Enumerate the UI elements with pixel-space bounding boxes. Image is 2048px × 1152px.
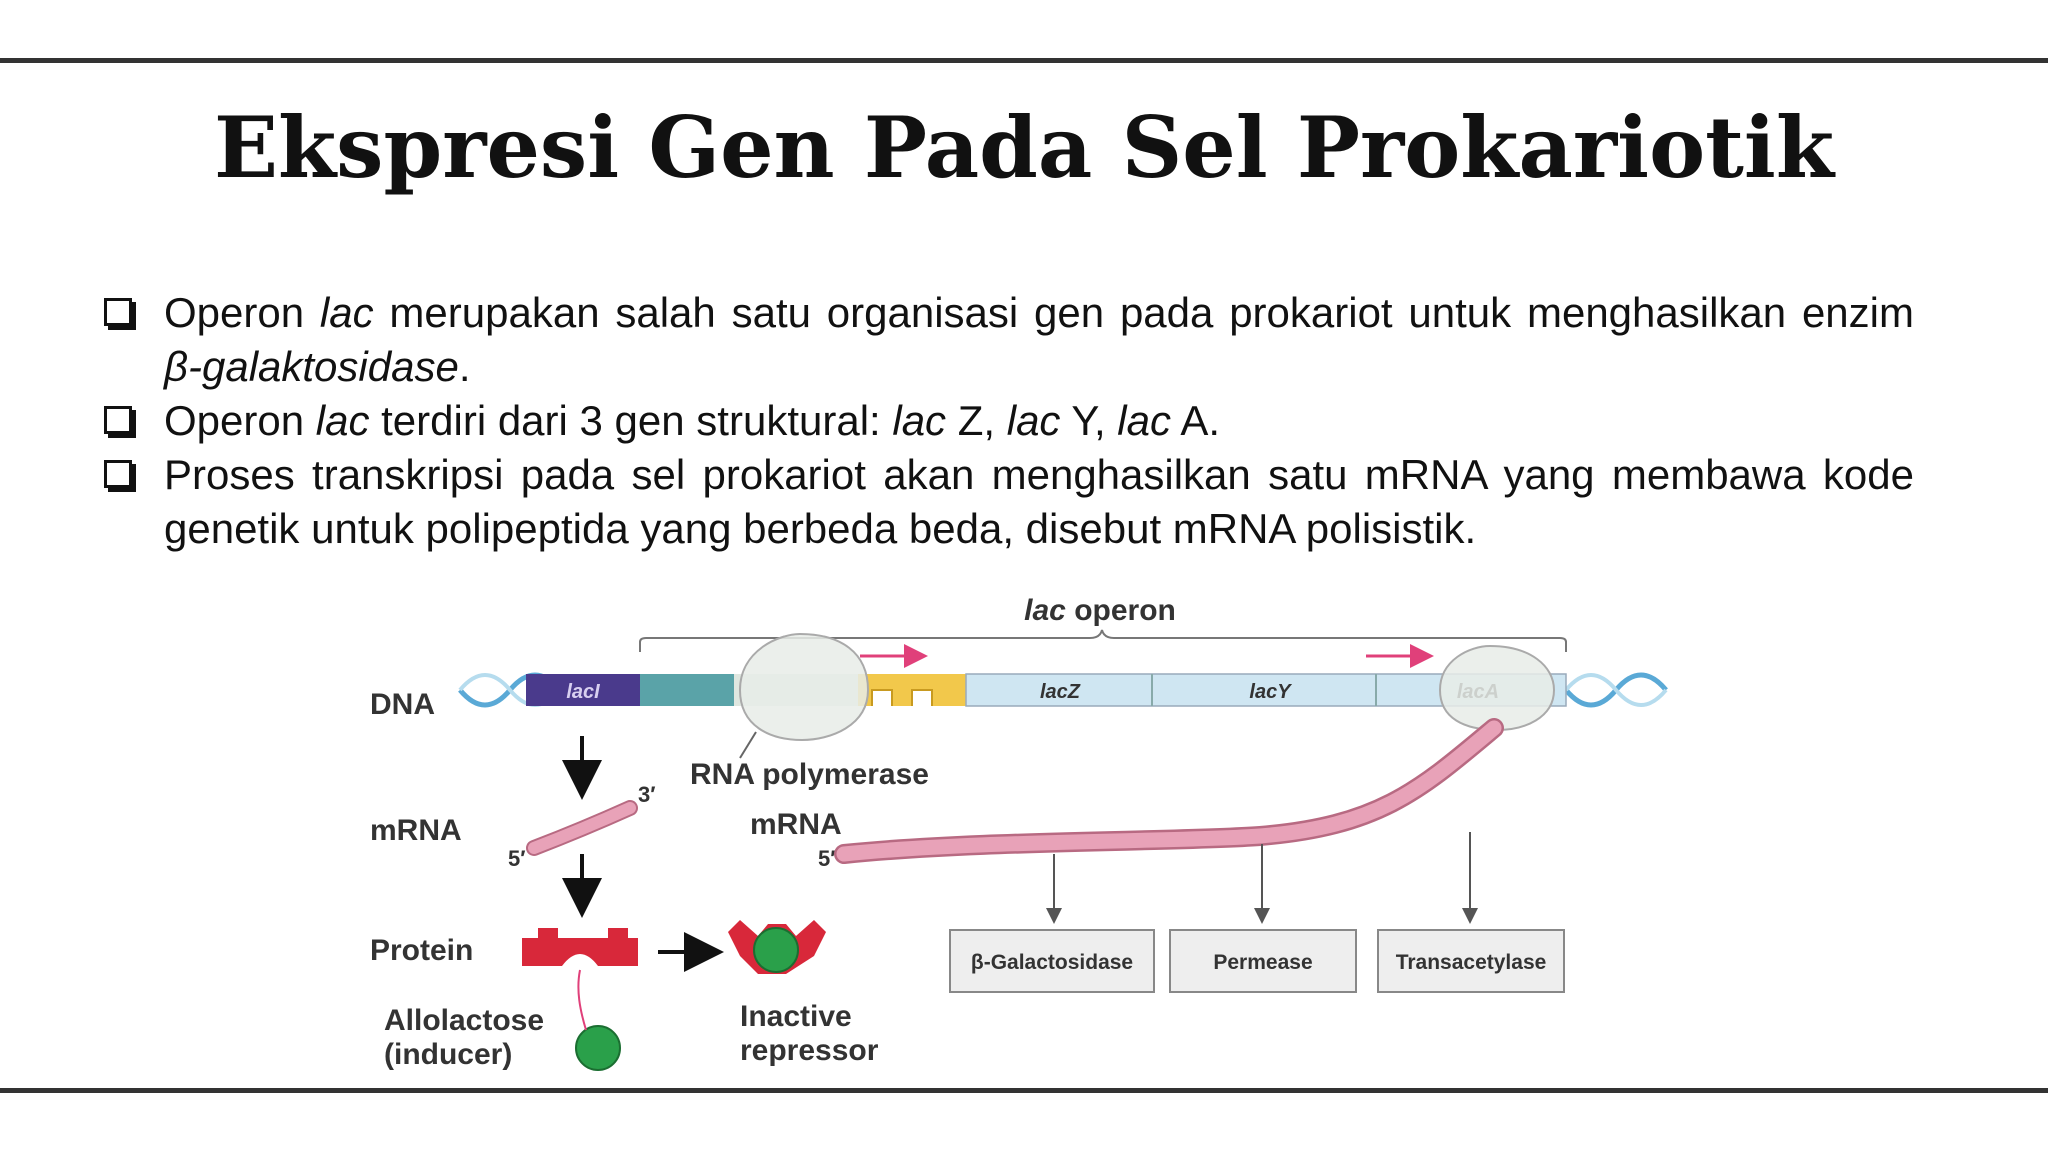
five-prime-label: 5′: [818, 846, 836, 871]
protein-row-label: Protein: [370, 934, 474, 967]
bullet-text: .: [458, 343, 471, 390]
bullet-text: Operon: [164, 397, 316, 444]
repressor-label: repressor: [740, 1034, 879, 1067]
bullet-italic-text: lac: [892, 397, 947, 444]
lacz-label: lacZ: [1039, 681, 1081, 703]
rna-polymerase-label: RNA polymerase: [690, 758, 929, 791]
bullet-text: Operon: [164, 289, 320, 336]
page-title: Ekspresi Gen Pada Sel Prokariotik: [213, 98, 1835, 197]
product-label-permease: Permease: [1213, 951, 1313, 974]
bullet-text: A.: [1171, 397, 1221, 444]
polycistronic-mrna-label: mRNA: [750, 808, 842, 841]
lacy-label: lacY: [1249, 681, 1291, 703]
three-prime-label: 3′: [638, 782, 656, 807]
operon-label: lac operon: [1024, 594, 1176, 627]
bullet-italic-text: lac: [319, 289, 374, 336]
bullet-italic-text: lac: [1006, 397, 1061, 444]
five-prime-label: 5′: [508, 846, 526, 871]
polymerase-pointer: [740, 732, 756, 758]
bullet-item-1: [100, 286, 1914, 394]
bullet-text: Proses transkripsi pada sel prokariot akan menghasilkan satu mRNA yang membawa kode genetik untuk polipeptida yang berbeda beda, disebut mRNA polisistik.: [164, 451, 1914, 552]
lac-operon-diagram: [340, 590, 1720, 1086]
allolactose-label: Allolactose: [384, 1004, 545, 1037]
allolactose-circle: [576, 1026, 620, 1070]
bullet-item-2: [100, 394, 1914, 448]
inducer-label: (inducer): [384, 1038, 513, 1071]
laci-label: lacI: [566, 681, 600, 703]
bullet-list: [100, 286, 1914, 556]
inducer-pointer: [578, 970, 586, 1030]
active-repressor-shape: [522, 928, 638, 966]
checkbox-bullet-icon: [104, 460, 132, 488]
rna-polymerase-blob: [1440, 646, 1554, 730]
bottom-rule: [0, 1088, 2048, 1093]
bullet-text: Y,: [1060, 397, 1118, 444]
checkbox-bullet-icon: [104, 406, 132, 434]
bullet-italic-text: lac: [1117, 397, 1171, 444]
mrna-row-label: mRNA: [370, 814, 462, 847]
rna-polymerase-blob: [740, 634, 868, 740]
checkbox-bullet-icon: [104, 298, 132, 326]
promoter-region: [640, 674, 734, 706]
bullet-italic-text: lac: [315, 397, 370, 444]
product-label-transacetylase: Transacetylase: [1395, 951, 1547, 974]
bound-inducer-circle: [754, 928, 798, 972]
product-label-galactosidase: β-Galactosidase: [970, 951, 1134, 974]
bullet-text: Z,: [946, 397, 1007, 444]
bullet-item-3: [100, 448, 1914, 556]
bullet-italic-text: β-galaktosidase: [164, 343, 459, 390]
inactive-label: Inactive: [740, 1000, 852, 1033]
dna-row-label: DNA: [370, 688, 435, 721]
top-rule: [0, 58, 2048, 63]
bullet-text: merupakan salah satu organisasi gen pada prokariot untuk menghasilkan enzim: [373, 289, 1914, 336]
bullet-text: terdiri dari 3 gen struktural:: [369, 397, 893, 444]
laci-mrna: [534, 808, 630, 848]
